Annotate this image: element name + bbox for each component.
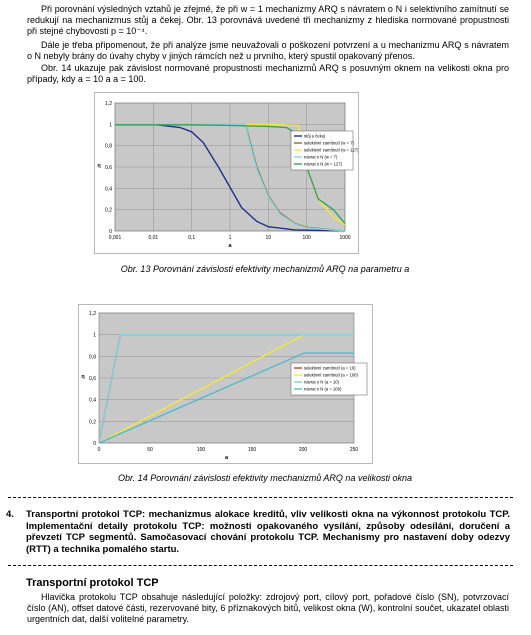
figure-13-caption: Obr. 13 Porovnání závislosti efektivity mechanizmů ARQ na parametru a [120,264,410,274]
y-tick-label: 0,6 [105,165,112,171]
x-tick-label: 50 [147,447,153,453]
legend-entry: návrat o N (a = 10) [304,379,340,385]
y-tick-label: 0,8 [89,354,96,361]
x-tick-label: 1000 [339,235,351,241]
y-tick-label: 0,8 [105,143,112,150]
tcp-paragraph: Hlavička protokolu TCP obsahuje následující položky: zdrojový port, cílový port, pořadové číslo (SN), potvrzovací číslo (AN), offset datové části, rezervované bity, 6 příznakových bitů, velikost okna (W), kontrolní součet, ukazatel oblasti urgentních dat, další volitelné parametry. [27,592,509,624]
figure-13-chart [95,93,358,253]
x-tick-label: 250 [349,447,359,453]
legend-entry: stůj a čekej [304,133,325,139]
legend-entry: selektivní zamítnutí (a = 10) [304,365,356,371]
paragraph-intro-2: Dále je třeba připomenout, že při analýze jsme neuvažovali o poškození potvrzení a u mechanizmu ARQ s návratem o N nebyly brány do úvahy chyby v jiných rámcích než u prvního, který spustil opakovaný přenos. [27,40,509,61]
x-tick-label: 0 [97,447,101,453]
paragraph-intro-1: Při porovnání výsledných vztahů je zřejmé, že při w = 1 mechanizmy ARQ s návratem o N i selektivního zamítnutí se redukují na mechanizmus stůj a čekej. Obr. 13 porovnává uvedené tři mechanizmy z hlediska normované propustnosti při stejné chybovosti p = 10⁻⁴. [27,4,509,36]
y-axis-label: η [81,374,85,380]
x-tick-label: 100 [302,235,311,241]
y-tick-label: 0 [93,441,96,447]
legend-entry: návrat o N (w = 7) [304,154,338,160]
x-axis-label: a [228,243,232,249]
y-tick-label: 1,2 [89,311,96,317]
section-4-text: Transportní protokol TCP: mechanizmus alokace kreditů, vliv velikosti okna na výkonnost protokolu TCP. Implementační detaily protokolu TCP: možnosti opakovaného vysílání, způsoby odesílání, doručení a převzetí TCP segmentů. Samočasovací chování protokolu TCP. Mechanismy pro nastavení doby odezvy (RTT) a technika pomalého startu. [26,509,510,555]
section-4-number: 4. [6,509,14,520]
legend-entry: selektivní zamítnutí (w = 127) [304,147,358,153]
figure-13-frame [94,92,359,254]
x-axis-label: a [224,455,229,461]
y-tick-label: 0,4 [89,397,96,404]
x-tick-label: 0,01 [148,235,159,241]
dashed-separator-top [8,497,513,498]
figure-14-caption: Obr. 14 Porovnání závislosti efektivity mechanizmů ARQ na velikosti okna [118,473,412,483]
y-tick-label: 1,2 [105,101,112,107]
section-4-block [6,509,510,555]
legend-entry: selektivní zamítnutí (a = 100) [304,372,358,378]
x-tick-label: 10 [265,235,272,241]
y-axis-label: η [97,163,101,169]
legend-entry: návrat o N (w = 127) [304,161,343,167]
x-tick-label: 0,001 [108,235,122,241]
x-tick-label: 0,1 [188,235,196,241]
y-tick-label: 1 [109,122,112,129]
x-tick-label: 150 [247,447,257,453]
figure-14-frame [78,304,373,464]
figure-14-chart [79,305,372,463]
x-tick-label: 200 [298,447,308,453]
tcp-heading: Transportní protokol TCP [26,577,159,589]
dashed-separator-bottom [8,565,513,566]
y-tick-label: 1 [93,332,96,339]
y-tick-label: 0,6 [89,376,96,382]
y-tick-label: 0,4 [105,186,112,193]
paragraph-intro-3: Obr. 14 ukazuje pak závislost normované propustnosti mechanizmů ARQ s posuvným oknem na velikosti okna pro případy, kdy a = 10 a a = 100. [27,63,509,84]
y-tick-label: 0 [109,229,112,235]
legend-entry: selektivní zamítnutí (w = 7) [304,140,354,146]
x-tick-label: 100 [196,447,206,453]
y-tick-label: 0,2 [89,419,96,426]
x-tick-label: 1 [228,235,232,241]
legend-entry: návrat o N (a = 100) [304,386,342,392]
y-tick-label: 0,2 [105,207,112,214]
